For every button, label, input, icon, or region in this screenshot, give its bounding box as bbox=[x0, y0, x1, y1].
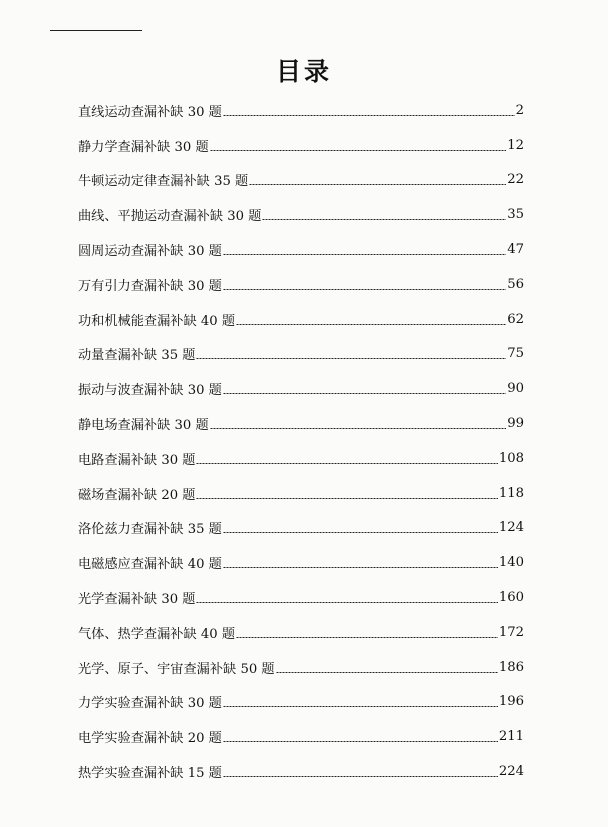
toc-dot-leader bbox=[223, 115, 515, 116]
toc-entry[interactable] bbox=[78, 267, 524, 302]
toc-entry[interactable] bbox=[78, 406, 524, 441]
toc-entry-page: 172 bbox=[498, 624, 524, 640]
toc-dot-leader bbox=[210, 150, 507, 151]
toc-dot-leader bbox=[210, 428, 507, 429]
toc-entry-label: 直线运动查漏补缺 30 题 bbox=[78, 104, 222, 120]
toc-entry-label: 静电场查漏补缺 30 题 bbox=[78, 418, 209, 434]
toc-entry-page: 35 bbox=[507, 207, 524, 223]
toc-entry[interactable] bbox=[78, 754, 524, 789]
toc-entry-page: 160 bbox=[498, 590, 524, 606]
toc-entry-label: 圆周运动查漏补缺 30 题 bbox=[78, 244, 222, 260]
toc-entry[interactable] bbox=[78, 580, 524, 615]
toc-entry-label: 气体、热学查漏补缺 40 题 bbox=[78, 626, 236, 642]
toc-entry-page: 22 bbox=[507, 172, 524, 188]
toc-entry[interactable] bbox=[78, 337, 524, 372]
toc-entry-label: 电磁感应查漏补缺 40 题 bbox=[78, 557, 222, 573]
toc-entry-page: 56 bbox=[507, 276, 524, 292]
toc-dot-leader bbox=[223, 289, 506, 290]
toc-entry-page: 124 bbox=[498, 520, 524, 536]
toc-entry-label: 电学实验查漏补缺 20 题 bbox=[78, 731, 222, 747]
toc-entry-label: 洛伦兹力查漏补缺 35 题 bbox=[78, 522, 222, 538]
toc-dot-leader bbox=[223, 741, 498, 742]
toc-entry[interactable] bbox=[78, 545, 524, 580]
toc-dot-leader bbox=[276, 672, 498, 673]
page-title: 目录 bbox=[275, 57, 332, 86]
header-rule bbox=[50, 30, 142, 31]
toc-entry-label: 振动与波查漏补缺 30 题 bbox=[78, 383, 222, 399]
toc-entry-page: 211 bbox=[498, 729, 524, 745]
toc-entry-page: 224 bbox=[498, 764, 524, 780]
toc-entry-page: 196 bbox=[498, 694, 524, 710]
toc-entry[interactable] bbox=[78, 197, 524, 232]
toc-entry[interactable] bbox=[78, 719, 524, 754]
toc-entry-label: 万有引力查漏补缺 30 题 bbox=[78, 278, 222, 294]
toc-entry-label: 磁场查漏补缺 20 题 bbox=[78, 487, 196, 503]
toc-dot-leader bbox=[262, 219, 506, 220]
toc-dot-leader bbox=[196, 358, 506, 359]
toc-dot-leader bbox=[223, 254, 506, 255]
toc-entry-label: 牛顿运动定律查漏补缺 35 题 bbox=[78, 174, 249, 190]
toc-entry-page: 108 bbox=[498, 450, 524, 466]
toc-entry[interactable] bbox=[78, 511, 524, 546]
toc-entry[interactable] bbox=[78, 93, 524, 128]
toc-dot-leader bbox=[196, 498, 497, 499]
table-of-contents bbox=[78, 93, 524, 789]
toc-entry[interactable] bbox=[78, 441, 524, 476]
toc-entry[interactable] bbox=[78, 685, 524, 720]
toc-entry-label: 热学实验查漏补缺 15 题 bbox=[78, 766, 222, 782]
toc-dot-leader bbox=[223, 393, 506, 394]
toc-dot-leader bbox=[196, 602, 497, 603]
toc-entry-label: 静力学查漏补缺 30 题 bbox=[78, 139, 209, 155]
toc-dot-leader bbox=[223, 567, 498, 568]
toc-entry[interactable] bbox=[78, 650, 524, 685]
toc-dot-leader bbox=[196, 463, 497, 464]
toc-entry-page: 2 bbox=[515, 102, 524, 118]
toc-dot-leader bbox=[223, 776, 498, 777]
toc-entry-page: 118 bbox=[498, 485, 524, 501]
toc-entry[interactable] bbox=[78, 302, 524, 337]
toc-entry-label: 功和机械能查漏补缺 40 题 bbox=[78, 313, 236, 329]
toc-entry-page: 62 bbox=[507, 311, 524, 327]
toc-entry-page: 12 bbox=[507, 137, 524, 153]
toc-entry[interactable] bbox=[78, 128, 524, 163]
toc-dot-leader bbox=[223, 532, 498, 533]
toc-entry-page: 90 bbox=[507, 381, 524, 397]
toc-entry-label: 力学实验查漏补缺 30 题 bbox=[78, 696, 222, 712]
toc-entry[interactable] bbox=[78, 163, 524, 198]
toc-dot-leader bbox=[249, 184, 506, 185]
toc-dot-leader bbox=[236, 324, 506, 325]
toc-entry[interactable] bbox=[78, 371, 524, 406]
toc-entry-page: 99 bbox=[507, 416, 524, 432]
toc-entry-label: 曲线、平抛运动查漏补缺 30 题 bbox=[78, 209, 262, 225]
toc-entry-label: 光学、原子、宇宙查漏补缺 50 题 bbox=[78, 661, 275, 677]
toc-entry-label: 光学查漏补缺 30 题 bbox=[78, 592, 196, 608]
toc-entry-page: 75 bbox=[507, 346, 524, 362]
toc-entry-label: 电路查漏补缺 30 题 bbox=[78, 452, 196, 468]
toc-entry-label: 动量查漏补缺 35 题 bbox=[78, 348, 196, 364]
toc-entry-page: 140 bbox=[498, 555, 524, 571]
toc-dot-leader bbox=[223, 706, 498, 707]
toc-entry[interactable] bbox=[78, 232, 524, 267]
toc-entry[interactable] bbox=[78, 615, 524, 650]
toc-entry-page: 186 bbox=[498, 659, 524, 675]
toc-entry[interactable] bbox=[78, 476, 524, 511]
toc-dot-leader bbox=[236, 637, 498, 638]
toc-entry-page: 47 bbox=[507, 242, 524, 258]
